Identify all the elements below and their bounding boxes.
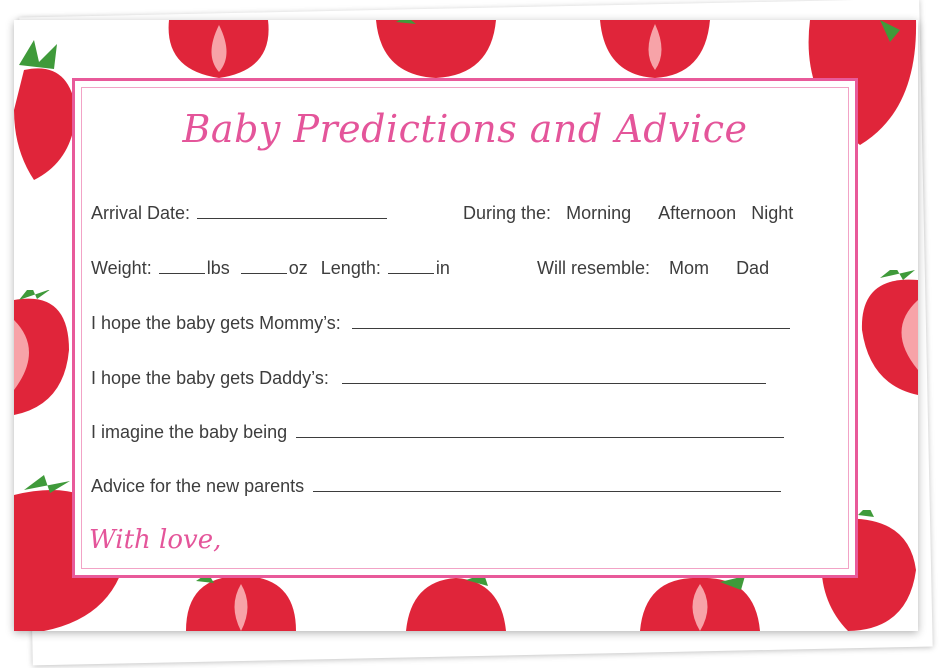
mommy-row xyxy=(91,313,792,334)
strawberry-illustration xyxy=(164,20,274,80)
advice-prompt: Advice for the new parents xyxy=(91,476,305,496)
imagine-prompt: I imagine the baby being xyxy=(91,422,288,442)
strawberry-illustration xyxy=(376,20,496,80)
option-afternoon[interactable]: Afternoon xyxy=(658,203,737,223)
mommy-blank[interactable] xyxy=(352,314,790,329)
weight-lbs-blank[interactable] xyxy=(159,259,205,274)
advice-card xyxy=(14,20,918,631)
strawberry-illustration xyxy=(600,20,710,80)
arrival-date-label: Arrival Date: xyxy=(91,203,191,223)
option-dad[interactable]: Dad xyxy=(736,258,770,278)
arrival-date-blank[interactable] xyxy=(197,204,387,219)
resemble-label: Will resemble: xyxy=(537,258,651,278)
daddy-row xyxy=(91,368,768,389)
resemble-row xyxy=(537,258,769,279)
advice-blank[interactable] xyxy=(313,477,781,492)
arrival-date-row xyxy=(91,203,389,224)
strawberry-illustration xyxy=(640,576,760,631)
length-blank[interactable] xyxy=(388,259,434,274)
strawberry-illustration xyxy=(860,270,918,400)
during-label: During the: xyxy=(463,203,552,223)
daddy-blank[interactable] xyxy=(342,369,766,384)
option-morning[interactable]: Morning xyxy=(566,203,632,223)
mommy-prompt: I hope the baby gets Mommy’s: xyxy=(91,313,341,333)
measurements-row xyxy=(91,258,450,279)
oz-unit: oz xyxy=(288,258,308,278)
weight-label: Weight: xyxy=(91,258,152,278)
daddy-prompt: I hope the baby gets Daddy’s: xyxy=(91,368,329,388)
card-title: Baby Predictions and Advice xyxy=(182,107,748,151)
option-mom[interactable]: Mom xyxy=(669,258,710,278)
prediction-panel xyxy=(72,78,858,578)
in-unit: in xyxy=(435,258,450,278)
strawberry-illustration xyxy=(14,290,74,420)
advice-row xyxy=(91,476,783,497)
imagine-blank[interactable] xyxy=(296,423,784,438)
option-night[interactable]: Night xyxy=(751,203,794,223)
signoff-text: With love, xyxy=(89,525,222,555)
strawberry-illustration xyxy=(406,576,506,631)
weight-oz-blank[interactable] xyxy=(241,259,287,274)
lbs-unit: lbs xyxy=(206,258,230,278)
length-label: Length: xyxy=(320,258,381,278)
imagine-row xyxy=(91,422,786,443)
strawberry-illustration xyxy=(186,576,296,631)
time-of-day-row xyxy=(463,203,793,224)
